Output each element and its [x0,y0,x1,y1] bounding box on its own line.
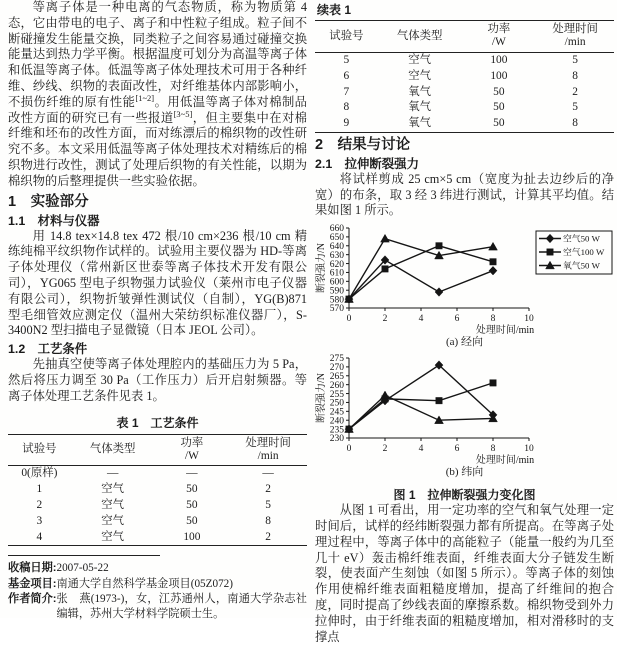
table-header-cell: 功率 /W [462,21,537,53]
marker-triangle [381,391,390,399]
table-row [8,514,307,530]
y-tick-label: 230 [329,434,344,445]
x-tick-label: 2 [382,314,388,325]
table-header-cell: 处理时间 /min [229,434,307,466]
table-cell: 氧气 [408,101,432,114]
section-1-1-paragraph: 用 14.8 tex×14.8 tex 472 根/10 cm×236 根/10 cm 精练纯棉平纹织物作试样的。试验用主要仪器为 HD-等离子体处理仪（常州新区世泰等离子体技术开发有限公司），YG065 型电子织物强力试验仪（莱州市电子仪器有限公司），织物折皱弹性测试仪（自制），YG(B)871 型毛细管效应测定仪（温州大荣纺织标准仪器厂），S-3400N2 型扫描电子显微镜（日本 JEOL 公司）。 [8,228,307,338]
footnote-fund-value: 南通大学自然科学基金项目(05Z072) [56,577,233,590]
y-tick-label: 650 [329,233,344,244]
y-axis-label: 断裂强力/N [316,373,327,424]
chart-weft-breaking-strength [315,352,614,464]
table-cell: 100 [490,69,508,82]
section-1-1-heading: 1.1 材料与仪器 [8,213,100,228]
y-tick-label: 660 [329,224,344,235]
table-cell: 5 [572,53,578,66]
table-header-row [8,434,307,466]
table-cell: 3 [36,514,43,527]
table-header-cell: 气体类型 [378,21,462,53]
x-tick-label: 8 [490,314,496,325]
marker-diamond [435,288,443,297]
discussion-paragraph: 从图 1 可看出，用一定功率的空气和氧气处理一定时间后，试样的经纬断裂强力都有所提高。在等离子处理过程中，等离子体中的高能粒子（能量一般约为几至几十 eV）轰击棉纤维表面，纤维表面大分子链发生断裂，使表面产生刻蚀（如图 5 所示）。等离子体的刻蚀作用使棉纤维表面粗糙度增加，提高了纤维间的抱合度，同时提高了纱线表面的摩擦系数。棉织物受到外力拉伸时，由于纤维表面的粗糙度增加，相对滑移时的支撑点 [315,503,614,644]
y-tick-label: 245 [329,407,344,418]
figure-1-caption: 图 1 拉伸断裂强力变化图 [393,488,536,503]
y-tick-label: 570 [329,304,344,315]
table-cell: 2 [265,530,271,543]
series-line [349,239,493,299]
legend-label: 空气100 W [563,247,605,258]
legend-label: 氧气50 W [563,260,600,271]
series-line [349,246,493,299]
table-cell: 4 [36,530,43,543]
table-cell: 50 [186,514,198,527]
table-cell: 空气 [101,530,125,543]
table-row [8,482,307,498]
citation-ref-1: [1~2] [135,92,155,103]
intro-text-1: 等离子体是一种电离的气态物质，称为物质第 4 态，它由带电的电子、离子和中性粒子组成。粒子间不断碰撞发生能量交换，同类粒子之间容易通过碰撞交换能量达到热力学平衡。根据温度可划分为高温等离子体和低温等离子体。低温等离子体处理技术可用于各种纤维、纱线、织物的表面改性，对纤维基体内部影响小，不损伤纤维的原有性能 [8,0,307,109]
table-row [315,52,614,68]
x-axis-label: 处理时间/min [475,455,535,465]
table-header-cell: 气体类型 [71,434,155,466]
citation-ref-2: [3~5] [173,108,193,119]
footnote-fund [8,577,307,592]
y-tick-label: 600 [329,277,344,288]
section-1-2-heading: 1.2 工艺条件 [8,342,88,357]
table-cell: — [106,467,119,480]
marker-diamond [489,267,497,276]
table-cell: 6 [343,69,350,82]
x-tick-label: 6 [454,444,460,455]
y-tick-label: 270 [329,363,344,374]
table-cell: 氧气 [408,85,432,98]
section-2-1-heading: 2.1 拉伸断裂强力 [315,156,419,171]
y-tick-label: 580 [329,295,344,306]
marker-triangle [381,235,390,243]
y-tick-label: 255 [329,390,344,401]
table-1-continued-caption: 续表 1 [317,3,352,17]
table-1 [8,434,307,547]
footnote-divider [8,555,160,556]
table-cell: 0(原样) [21,467,58,480]
table-header-cell: 处理时间 /min [536,21,614,53]
y-axis-label: 断裂强力/N [316,243,327,294]
chart-b-subcaption: (b) 纬向 [445,466,484,479]
y-tick-label: 630 [329,251,344,262]
table-header-cell: 试验号 [315,21,378,53]
marker-square [436,398,442,404]
marker-square [490,380,496,386]
table-cell: 5 [265,499,271,512]
table-cell: — [186,467,198,480]
table-cell: 9 [343,117,350,130]
table-cell: — [262,467,274,480]
table-cell: 5 [572,101,578,114]
table-row [315,85,614,101]
table-header-row [315,21,614,53]
legend-label: 空气50 W [563,233,600,244]
y-tick-label: 240 [329,416,344,427]
y-tick-label: 275 [329,354,344,365]
table-cell: 8 [265,514,271,527]
footnote-block [8,555,307,622]
marker-square [436,243,442,249]
section-2-1-paragraph: 将试样剪成 25 cm×5 cm（宽度为扯去边纱后的净宽）的布条，取 3 经 3 纬进行测试，计算其平均值。结果如图 1 所示。 [315,171,614,218]
marker-square [547,249,553,255]
table-row [8,498,307,514]
table-cell: 8 [572,69,578,82]
intro-paragraph [8,0,307,190]
footnote-received-value: 2007-05-22 [56,562,109,575]
table-cell: 氧气 [408,117,432,130]
table-cell: 100 [183,530,201,543]
x-tick-label: 10 [524,314,534,325]
left-column [8,0,307,622]
table-cell: 50 [186,483,198,496]
chart-a-subcaption: (a) 经向 [446,336,483,349]
section-2-heading: 2 结果与讨论 [315,136,411,153]
table-cell: 50 [186,499,198,512]
table-cell: 5 [343,53,350,66]
y-tick-label: 265 [329,372,344,383]
x-tick-label: 4 [418,444,424,455]
table-cell: 空气 [408,53,432,66]
intro-text-2: 。用低温等离子体对棉制品改性方面的研究已有一些报道 [8,94,307,125]
table-row [8,530,307,546]
x-tick-label: 8 [490,444,496,455]
y-tick-label: 620 [329,260,344,271]
table-cell: 50 [493,101,505,114]
series-line [349,383,493,429]
marker-square [490,259,496,265]
table-cell: 空气 [408,69,432,82]
footnote-received [8,561,307,576]
x-tick-label: 0 [346,444,352,455]
y-tick-label: 590 [329,286,344,297]
table-cell: 8 [343,101,350,114]
table-header-cell: 功率 /W [155,434,230,466]
right-column [315,0,614,645]
chart-warp-breaking-strength [315,222,614,334]
table-cell: 2 [36,499,43,512]
y-tick-label: 250 [329,398,344,409]
table-row [315,69,614,85]
table-cell: 50 [493,85,505,98]
section-1-2-paragraph: 先抽真空使等离子体处理腔内的基础压力为 5 Pa，然后将压力调至 30 Pa（工作压力）后开启射频器。等离子体处理工艺条件见表 1。 [8,357,307,403]
footnote-received-label: 收稿日期: [8,562,57,575]
table-cell: 8 [572,117,578,130]
footnote-fund-label: 基金项目: [8,577,57,590]
table-cell: 2 [572,85,578,98]
y-tick-label: 235 [329,425,344,436]
table-cell: 2 [265,483,271,496]
section-1-heading: 1 实验部分 [8,193,89,210]
table-header-cell: 试验号 [8,434,71,466]
table-cell: 空气 [101,514,125,527]
x-tick-label: 0 [346,314,352,325]
marker-diamond [546,234,554,243]
table-cell: 空气 [101,483,125,496]
x-tick-label: 6 [454,314,460,325]
footnote-author-label: 作者简介: [8,592,57,605]
y-tick-label: 260 [329,381,344,392]
series-line [349,260,493,299]
table-1-continued [315,20,614,133]
y-tick-label: 640 [329,242,344,253]
x-tick-label: 4 [418,314,424,325]
x-axis-label: 处理时间/min [475,325,535,335]
table-cell: 空气 [101,499,125,512]
table-row [315,116,614,132]
y-tick-label: 610 [329,268,344,279]
table-cell: 100 [490,53,508,66]
table-cell: 7 [343,85,350,98]
x-tick-label: 10 [524,444,534,455]
marker-triangle [489,243,498,251]
table-cell: 1 [36,483,43,496]
table-row [8,466,307,482]
table-1-caption: 表 1 工艺条件 [116,415,199,430]
table-cell: 50 [493,117,505,130]
intro-text-3: ，但主要集中在对棉纤维和坯布的改性方面，而对练漂后的棉织物的改性研究不多。本文采用低温等离子体处理技术对精练后的棉织物进行改性，测试了处理后织物的有关性能，以期为棉织物的后整理提供一些实验依据。 [8,110,307,188]
table-row [315,100,614,116]
footnote-author-value: 张 燕(1973-)，女，江苏通州人，南通大学杂志社编辑，苏州大学材料学院硕士生。 [56,592,307,621]
marker-square [382,266,388,272]
x-tick-label: 2 [382,444,388,455]
